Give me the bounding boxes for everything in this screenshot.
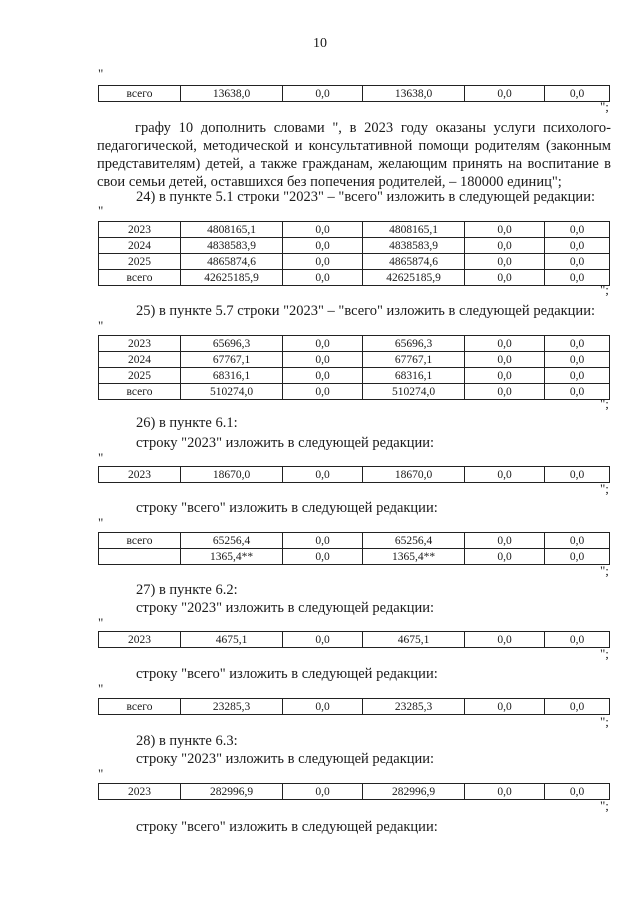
- table-cell: 68316,1: [181, 368, 283, 384]
- table-5: [98, 532, 610, 565]
- table-cell: 23285,3: [363, 699, 465, 715]
- table-cell: 2024: [99, 352, 181, 368]
- table-1: [98, 85, 610, 102]
- table-cell: 18670,0: [363, 467, 465, 483]
- line-total: строку "всего" изложить в следующей редакции:: [136, 666, 438, 682]
- table-cell: 0,0: [465, 549, 545, 565]
- table-row: [99, 254, 610, 270]
- item-26: 26) в пункте 6.1:: [136, 415, 238, 431]
- table-cell: 0,0: [545, 336, 610, 352]
- open-quote: ": [98, 66, 104, 81]
- table-cell: 65696,3: [363, 336, 465, 352]
- table-cell: 2023: [99, 632, 181, 648]
- table-cell: 0,0: [283, 352, 363, 368]
- table-cell: 0,0: [283, 254, 363, 270]
- table-row: [99, 632, 610, 648]
- table-cell: 4808165,1: [363, 222, 465, 238]
- table-cell: 23285,3: [181, 699, 283, 715]
- table-cell: 0,0: [545, 270, 610, 286]
- table-row: [99, 238, 610, 254]
- open-quote: ": [98, 318, 104, 333]
- table-cell: 67767,1: [363, 352, 465, 368]
- table-cell: 0,0: [545, 368, 610, 384]
- table-cell: 0,0: [283, 467, 363, 483]
- table-cell: 68316,1: [363, 368, 465, 384]
- table-cell: 1365,4**: [181, 549, 283, 565]
- table-cell: 65256,4: [363, 533, 465, 549]
- open-quote: ": [98, 203, 104, 218]
- table-cell: 0,0: [545, 238, 610, 254]
- table-cell: 0,0: [465, 254, 545, 270]
- table-cell: 0,0: [465, 784, 545, 800]
- table-cell: 0,0: [545, 549, 610, 565]
- table-cell: 0,0: [465, 632, 545, 648]
- close-quote: ";: [600, 714, 609, 729]
- table-cell: 0,0: [283, 222, 363, 238]
- line-2023: строку "2023" изложить в следующей редакции:: [136, 751, 435, 767]
- table-cell: 0,0: [283, 270, 363, 286]
- table-cell: 42625185,9: [181, 270, 283, 286]
- table-cell: 0,0: [465, 352, 545, 368]
- table-cell: 4838583,9: [181, 238, 283, 254]
- table-cell: 0,0: [545, 384, 610, 400]
- item-27: 27) в пункте 6.2:: [136, 582, 238, 598]
- table-6: [98, 631, 610, 648]
- table-3: [98, 335, 610, 400]
- item-28: 28) в пункте 6.3:: [136, 733, 238, 749]
- table-cell: 282996,9: [363, 784, 465, 800]
- table-cell: 65256,4: [181, 533, 283, 549]
- table-cell: 13638,0: [363, 86, 465, 102]
- table-cell: всего: [99, 533, 181, 549]
- table-cell: 510274,0: [181, 384, 283, 400]
- table-cell: 0,0: [283, 238, 363, 254]
- close-quote: ";: [600, 798, 609, 813]
- close-quote: ";: [600, 646, 609, 661]
- close-quote: ";: [600, 99, 609, 114]
- table-cell: всего: [99, 699, 181, 715]
- table-cell: 0,0: [545, 699, 610, 715]
- table-cell: 510274,0: [363, 384, 465, 400]
- table-cell: 0,0: [283, 86, 363, 102]
- table-cell: 2024: [99, 238, 181, 254]
- table-cell: 0,0: [465, 533, 545, 549]
- table-row: [99, 336, 610, 352]
- item-25: 25) в пункте 5.7 строки "2023" – "всего" изложить в следующей редакции:: [136, 303, 595, 319]
- table-row: [99, 270, 610, 286]
- table-cell: 4675,1: [181, 632, 283, 648]
- item-24: 24) в пункте 5.1 строки "2023" – "всего" изложить в следующей редакции:: [136, 189, 595, 205]
- table-8: [98, 783, 610, 800]
- close-quote: ";: [600, 481, 609, 496]
- table-row: [99, 467, 610, 483]
- table-cell: 0,0: [283, 533, 363, 549]
- table-cell: 0,0: [283, 384, 363, 400]
- table-4: [98, 466, 610, 483]
- table-cell: 0,0: [545, 86, 610, 102]
- open-quote: ": [98, 515, 104, 530]
- table-cell: 1365,4**: [363, 549, 465, 565]
- table-cell: 0,0: [283, 632, 363, 648]
- table-cell: 0,0: [283, 336, 363, 352]
- table-row: [99, 384, 610, 400]
- table-cell: 0,0: [465, 336, 545, 352]
- table-cell: 4838583,9: [363, 238, 465, 254]
- table-row: [99, 222, 610, 238]
- table-cell: [99, 549, 181, 565]
- table-cell: 0,0: [465, 238, 545, 254]
- table-cell: 42625185,9: [363, 270, 465, 286]
- table-cell: 2023: [99, 336, 181, 352]
- table-cell: всего: [99, 270, 181, 286]
- line-2023: строку "2023" изложить в следующей редакции:: [136, 600, 435, 616]
- paragraph-column-10: графу 10 дополнить словами ", в 2023 году оказаны услуги психолого-педагогической, методической и консультативной помощи родителям (законным представителям) детей, а также гражданам, желающим принять на воспитание в свои семьи детей, оставшихся без попечения родителей, – 180000 единиц";: [97, 120, 611, 190]
- table-cell: 0,0: [283, 699, 363, 715]
- close-quote: ";: [600, 563, 609, 578]
- table-cell: 0,0: [465, 368, 545, 384]
- line-total: строку "всего" изложить в следующей редакции:: [136, 819, 438, 835]
- table-cell: 2023: [99, 467, 181, 483]
- table-7: [98, 698, 610, 715]
- table-row: [99, 549, 610, 565]
- table-cell: 0,0: [283, 549, 363, 565]
- table-cell: 18670,0: [181, 467, 283, 483]
- table-cell: 65696,3: [181, 336, 283, 352]
- table-cell: 0,0: [465, 384, 545, 400]
- table-cell: всего: [99, 86, 181, 102]
- table-cell: 4675,1: [363, 632, 465, 648]
- line-total: строку "всего" изложить в следующей редакции:: [136, 500, 438, 516]
- table-cell: 2025: [99, 368, 181, 384]
- table-row: [99, 533, 610, 549]
- table-cell: 0,0: [465, 467, 545, 483]
- table-cell: 0,0: [545, 467, 610, 483]
- table-row: [99, 368, 610, 384]
- table-2: [98, 221, 610, 286]
- page-number: 10: [313, 36, 327, 51]
- table-row: [99, 86, 610, 102]
- table-cell: 0,0: [545, 533, 610, 549]
- table-cell: всего: [99, 384, 181, 400]
- table-cell: 282996,9: [181, 784, 283, 800]
- table-cell: 0,0: [465, 222, 545, 238]
- table-cell: 2023: [99, 222, 181, 238]
- table-cell: 4865874,6: [181, 254, 283, 270]
- open-quote: ": [98, 615, 104, 630]
- open-quote: ": [98, 766, 104, 781]
- table-cell: 2025: [99, 254, 181, 270]
- table-cell: 0,0: [283, 784, 363, 800]
- table-cell: 4808165,1: [181, 222, 283, 238]
- table-cell: 0,0: [465, 699, 545, 715]
- table-cell: 2023: [99, 784, 181, 800]
- close-quote: ";: [600, 282, 609, 297]
- table-row: [99, 784, 610, 800]
- line-2023: строку "2023" изложить в следующей редакции:: [136, 435, 435, 451]
- open-quote: ": [98, 450, 104, 465]
- table-row: [99, 352, 610, 368]
- table-cell: 0,0: [545, 632, 610, 648]
- table-row: [99, 699, 610, 715]
- table-cell: 0,0: [283, 368, 363, 384]
- open-quote: ": [98, 681, 104, 696]
- table-cell: 0,0: [545, 254, 610, 270]
- table-cell: 0,0: [465, 86, 545, 102]
- table-cell: 13638,0: [181, 86, 283, 102]
- table-cell: 4865874,6: [363, 254, 465, 270]
- table-cell: 0,0: [545, 784, 610, 800]
- table-cell: 67767,1: [181, 352, 283, 368]
- table-cell: 0,0: [545, 222, 610, 238]
- close-quote: ";: [600, 396, 609, 411]
- table-cell: 0,0: [545, 352, 610, 368]
- table-cell: 0,0: [465, 270, 545, 286]
